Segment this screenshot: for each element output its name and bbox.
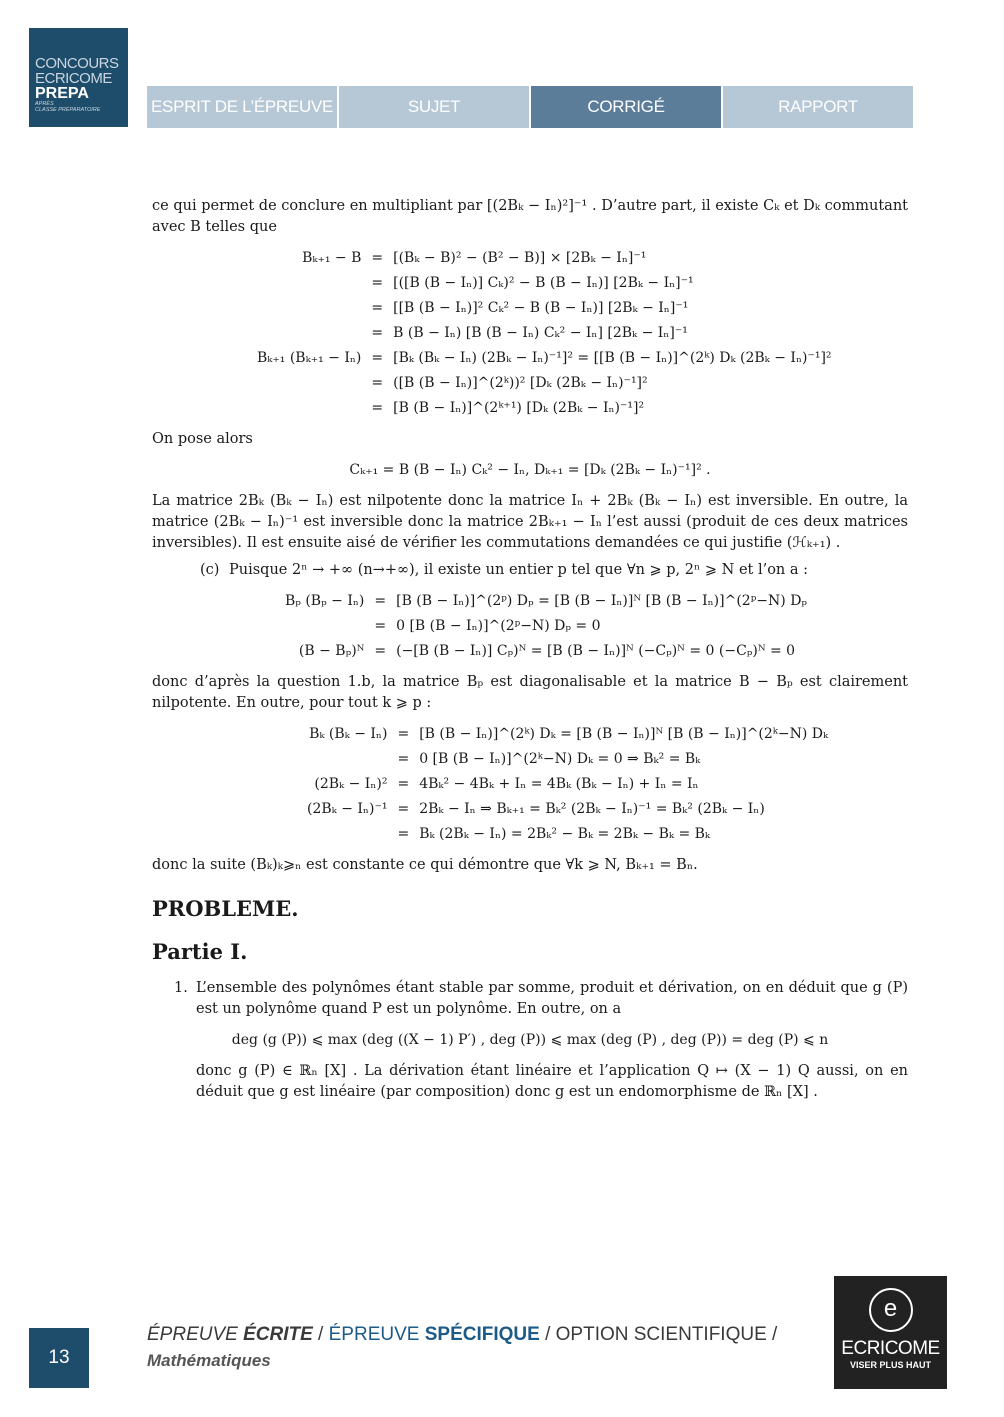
equation-5: deg (g (P)) ⩽ max (deg ((X − 1) P′) , deg (P)) ⩽ max (deg (P) , deg (P)) = deg (P) ⩽ n xyxy=(231,1032,829,1048)
ecricome-logo[interactable] xyxy=(834,1276,947,1389)
item-label: (c) xyxy=(200,562,220,578)
document-body xyxy=(152,196,908,1109)
footer-sep: / xyxy=(312,1324,329,1345)
footer-title xyxy=(147,1322,777,1374)
equation-row: = 0 [B (B − Iₙ)]^(2ᵏ−N) Dₖ = 0 ⇒ Bₖ² = Bₖ xyxy=(397,751,701,767)
equation-row: Bₖ₊₁ − B = [(Bₖ − B)² − (B² − B)] × [2Bₖ − Iₙ]⁻¹ xyxy=(302,250,647,266)
equation-row: = [B (B − Iₙ)]^(2ᵏ⁺¹) [Dₖ (2Bₖ − Iₙ)⁻¹]² xyxy=(371,400,645,416)
logo-line3: PREPA xyxy=(35,85,89,102)
paragraph-2: On pose alors xyxy=(152,431,253,447)
footer-option: / OPTION SCIENTIFIQUE / xyxy=(539,1324,778,1345)
footer-epreuve-2: ÉPREUVE xyxy=(328,1324,425,1345)
page-number: 13 xyxy=(29,1328,89,1388)
equation-block-3 xyxy=(280,589,812,664)
footer-epreuve-1: ÉPREUVE xyxy=(147,1324,244,1345)
equation-row: Bₚ (Bₚ − Iₙ) = [B (B − Iₙ)]^(2ᵖ) Dₚ = [B (B − Iₙ)]ᴺ [B (B − Iₙ)]^(2ᵖ−N) Dₚ xyxy=(285,593,808,609)
paragraph-1: ce qui permet de conclure en multipliant par [(2Bₖ − Iₙ)²]⁻¹ . D’autre part, il existe Cₖ et Dₖ commutant avec B telles que xyxy=(152,198,908,235)
paragraph-4: donc d’après la question 1.b, la matrice Bₚ est diagonalisable et la matrice B − Bₚ est clairement nilpotente. En outre, pour tout k ⩾ p : xyxy=(152,674,908,711)
paragraph-5: donc la suite (Bₖ)ₖ⩾ₙ est constante ce qui démontre que ∀k ⩾ N, Bₖ₊₁ = Bₙ. xyxy=(152,857,698,873)
logo-line5: CLASSE PRÉPARATOIRE xyxy=(35,106,101,113)
equation-row: = [[B (B − Iₙ)]² Cₖ² − B (B − Iₙ)] [2Bₖ − Iₙ]⁻¹ xyxy=(371,300,689,316)
tab-corrige[interactable]: CORRIGÉ xyxy=(531,86,721,128)
logo-line2: ECRICOME xyxy=(35,70,112,87)
equation-2: Cₖ₊₁ = B (B − Iₙ) Cₖ² − Iₙ, Dₖ₊₁ = [Dₖ (2Bₖ − Iₙ)⁻¹]² . xyxy=(349,462,711,478)
heading-probleme: PROBLEME. xyxy=(152,896,299,921)
equation-row: = ([B (B − Iₙ)]^(2ᵏ))² [Dₖ (2Bₖ − Iₙ)⁻¹]² xyxy=(371,375,648,391)
equation-block-1 xyxy=(252,246,837,421)
equation-row: (B − Bₚ)ᴺ = (−[B (B − Iₙ)] Cₚ)ᴺ = [B (B − Iₙ)]ᴺ (−Cₚ)ᴺ = 0 (−Cₚ)ᴺ = 0 xyxy=(298,643,796,659)
equation-row: = Bₖ (2Bₖ − Iₙ) = 2Bₖ² − Bₖ = 2Bₖ − Bₖ = Bₖ xyxy=(397,826,711,842)
item-label: 1. xyxy=(174,980,188,996)
footer-specifique: SPÉCIFIQUE xyxy=(424,1324,540,1345)
brand-tagline: VISER PLUS HAUT xyxy=(849,1360,931,1370)
footer-ecrite: ÉCRITE xyxy=(243,1324,313,1345)
equation-row: (2Bₖ − Iₙ)⁻¹ = 2Bₖ − Iₙ ⇒ Bₖ₊₁ = Bₖ² (2Bₖ − Iₙ)⁻¹ = Bₖ² (2Bₖ − Iₙ) xyxy=(307,801,765,817)
equation-row: = 0 [B (B − Iₙ)]^(2ᵖ−N) Dₚ = 0 xyxy=(374,618,601,634)
item-text: L’ensemble des polynômes étant stable par somme, produit et dérivation, on en déduit que g (P) est un polynôme quand P est un polynôme. En outre, on a xyxy=(196,980,908,1017)
tab-sujet[interactable]: SUJET xyxy=(339,86,529,128)
equation-row: Bₖ (Bₖ − Iₙ) = [B (B − Iₙ)]^(2ᵏ) Dₖ = [B (B − Iₙ)]ᴺ [B (B − Iₙ)]^(2ᵏ−N) Dₖ xyxy=(309,726,829,742)
equation-row: (2Bₖ − Iₙ)² = 4Bₖ² − 4Bₖ + Iₙ = 4Bₖ (Bₖ − Iₙ) + Iₙ = Iₙ xyxy=(314,776,699,792)
concours-logo[interactable] xyxy=(29,28,128,127)
equation-block-4 xyxy=(302,722,833,847)
equation-row: Bₖ₊₁ (Bₖ₊₁ − Iₙ) = [Bₖ (Bₖ − Iₙ) (2Bₖ − Iₙ)⁻¹]² = [[B (B − Iₙ)]^(2ᵏ) Dₖ (2Bₖ − Iₙ)⁻¹]² xyxy=(257,350,832,366)
list-item-c xyxy=(200,560,908,581)
equation-row: = [([B (B − Iₙ)] Cₖ)² − B (B − Iₙ)] [2Bₖ − Iₙ]⁻¹ xyxy=(371,275,694,291)
logo-line4: APRÈS xyxy=(35,101,54,107)
list-item-1 xyxy=(174,978,908,1020)
tab-rapport[interactable]: RAPPORT xyxy=(723,86,913,128)
brand-e-icon: e xyxy=(869,1288,913,1332)
paragraph-6: donc g (P) ∈ ℝₙ [X] . La dérivation étant linéaire et l’application Q ↦ (X − 1) Q aussi, on en déduit que g est linéaire (par composition) donc g est un endomorphisme de ℝₙ [X] . xyxy=(196,1063,908,1100)
item-text: Puisque 2ⁿ → +∞ (n→+∞), il existe un entier p tel que ∀n ⩾ p, 2ⁿ ⩾ N et l’on a : xyxy=(229,562,809,578)
footer-subject: Mathématiques xyxy=(147,1351,271,1370)
equation-row: = B (B − Iₙ) [B (B − Iₙ) Cₖ² − Iₙ] [2Bₖ − Iₙ]⁻¹ xyxy=(371,325,688,341)
logo-line1: CONCOURS xyxy=(35,55,119,72)
brand-name: ECRICOME xyxy=(841,1338,940,1359)
tab-esprit[interactable]: ESPRIT DE L’ÉPREUVE xyxy=(147,86,337,128)
paragraph-3: La matrice 2Bₖ (Bₖ − Iₙ) est nilpotente donc la matrice Iₙ + 2Bₖ (Bₖ − Iₙ) est inversible. En outre, la matrice (2Bₖ − Iₙ)⁻¹ est inversible donc la matrice 2Bₖ₊₁ − Iₙ l’est aussi (produit de ces deux matrices inversibles). Il est ensuite aisé de vérifier les commutations demandées ce qui justifie (ℋₖ₊₁) . xyxy=(152,493,908,551)
heading-partie-1: Partie I. xyxy=(152,939,248,964)
section-tabs xyxy=(147,86,915,128)
